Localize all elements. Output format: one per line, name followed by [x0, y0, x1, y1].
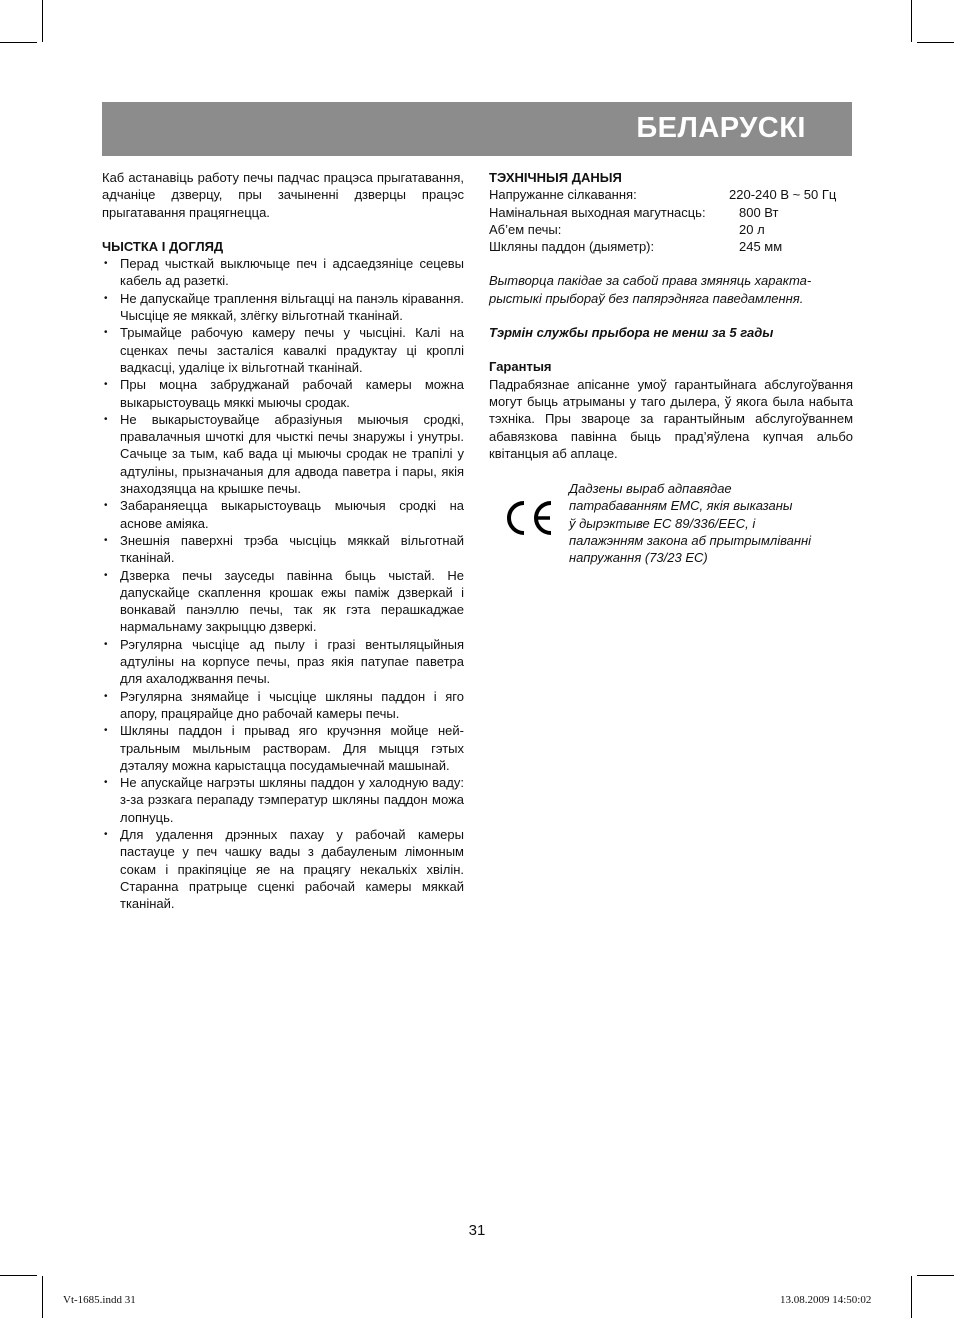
crop-mark	[911, 1276, 912, 1318]
care-list-item: • Знешнія паверхні трэба чысціць мяккай вільготнай тканінай.	[102, 532, 464, 567]
care-list-item: • Трымайце рабочую камеру печы у чысціні. Калі на сценках печы засталіся кавалкі прадуктау ці кроплі вадкасці, удаліце іх вільготнай тканінай.	[102, 324, 464, 376]
spec-label: Намінальная выходная магутнасць:	[489, 204, 706, 220]
ce-mark-icon	[504, 500, 554, 536]
spec-label: Шкляны паддон (дыяметр):	[489, 239, 655, 255]
spec-label: Напружанне сілкавання:	[489, 187, 637, 203]
crop-mark	[42, 0, 43, 42]
care-list-item: • Не дапускайце траплення вільгацці на панэль кіравання. Чысціце яе мяккай, злёгку вільготнай тканінай.	[102, 290, 464, 325]
care-list-item: • Перад чысткай выключыце печ і адсаедзяніце сецевы кабель ад разеткі.	[102, 255, 464, 290]
crop-mark	[0, 42, 37, 43]
spec-row	[489, 186, 853, 203]
ce-text-line: напружання (73/23 ЕС)	[569, 550, 708, 566]
ce-text-line: Дадзены выраб адпавядае	[569, 481, 732, 497]
manufacturer-note: Вытворца пакідае за сабой права змяняць характарыстыкі прыбораў без папярэдняга паведамлення.	[489, 273, 812, 306]
care-list-item: • Шкляны паддон і прывад яго кручэння мойце нейтральным мыльным растворам. Для мыцця гэтых дэталяу можна карыстацца посудамыечнай машынай.	[102, 722, 464, 774]
care-list-item: • Не выкарыстоувайце абразіуныя мыючыя сродкі, правалачныя шчоткі для чысткі печы знаружы і унутры. Сачыце за тым, каб вада ці мыючы сродак не трапілі у адтуліны, прызначаныя для адвода паветра і пары, якія знаходзяцца на крышке печы.	[102, 411, 464, 497]
crop-mark	[911, 0, 912, 42]
specs-table	[489, 186, 853, 255]
crop-mark	[42, 1276, 43, 1318]
warranty-text: Падрабязнае апісанне умоў гарантыйнага абслугоўвання могут быць атрыманы у таго дылера, ў якога была набыта тэхніка. Пры звароце за гарантыйным абслугоўваннем абавязкова павінна быць прад’яўлена купчая альбо квітанцыя аб аплаце.	[489, 376, 853, 461]
footer-timestamp: 13.08.2009 14:50:02	[780, 1294, 872, 1306]
care-list-item: • Для удалення дрэнных пахау у рабочай камеры пастауце у печ чашку вады з дабауленым лімонным сокам і пракіпяціце яе на працягу некалькіх хвілін. Старанна пратрыце сценкі рабочай камеры мяккай тканінай.	[102, 826, 464, 912]
care-list-item: • Рэгулярна чысціце ад пылу і гразі вентыляцыйныя адтуліны на корпусе печы, праз якія патупае паветра для ахалоджвання печы.	[102, 636, 464, 688]
crop-mark	[917, 42, 954, 43]
care-list-item: • Дзверка печы зауседы павінна быць чыстай. Не дапускайце скаплення крошак ежы паміж дзверкай і вонкавай панэллю печы, так як гэта перашкаджае нармальнаму закрыццю дзверкі.	[102, 567, 464, 636]
care-list	[102, 255, 464, 912]
language-header-bar	[102, 102, 852, 156]
warranty-heading: Гарантыя	[489, 359, 552, 375]
spec-row	[489, 221, 853, 238]
ce-text-line: патрабаванням ЕМС, якія выказаны	[569, 498, 793, 514]
footer-file-info: Vt-1685.indd 31	[63, 1294, 136, 1306]
care-list-item: • Не апускайце нагрэты шкляны паддон у халодную ваду: з-за рэзкага перападу тэмператур шкляны паддон можа лопнуць.	[102, 774, 464, 826]
spec-value: 245 мм	[739, 239, 783, 255]
ce-text-line: ў дырэктыве ЕС 89/336/ЕЕС, і	[569, 515, 756, 531]
intro-paragraph: Каб астанавіць работу печы падчас працэса прыгатавання, адчаніце дзверцу, пры зачыненні дзверцы працэс прыгатавання працягнецца.	[102, 170, 464, 220]
spec-row	[489, 204, 853, 221]
ce-conformity-block	[489, 480, 853, 570]
right-column	[489, 169, 853, 570]
specs-heading: ТЭХНІЧНЫЯ ДАНЫЯ	[489, 170, 622, 185]
left-column	[102, 169, 464, 912]
spec-value: 220-240 В ~ 50 Гц	[729, 187, 837, 203]
spec-value: 20 л	[739, 221, 765, 237]
page-title: БЕЛАРУСКІ	[636, 112, 806, 144]
spec-value: 800 Вт	[739, 204, 779, 220]
care-list-item: • Забараняецца выкарыстоуваць мыючыя сродкі на аснове аміяка.	[102, 497, 464, 532]
ce-conformity-text	[569, 480, 811, 566]
service-life: Тэрмін службы прыбора не менш за 5 гады	[489, 325, 774, 341]
ce-text-line: палажэнням закона аб прытрымліванні	[569, 533, 812, 549]
care-list-item: • Рэгулярна знямайце і чысціце шкляны паддон і яго апору, працярайце дно рабочай камеры печы.	[102, 688, 464, 723]
care-list-item: • Пры моцна забруджанай рабочай камеры можна выкарыстоуваць мяккі мыючы сродак.	[102, 376, 464, 411]
crop-mark	[917, 1275, 954, 1276]
page-number: 31	[468, 1222, 486, 1239]
spec-label: Аб’ем печы:	[489, 221, 562, 237]
care-heading: ЧЫСТКА І ДОГЛЯД	[102, 238, 224, 254]
crop-mark	[0, 1275, 37, 1276]
spec-row	[489, 238, 853, 255]
